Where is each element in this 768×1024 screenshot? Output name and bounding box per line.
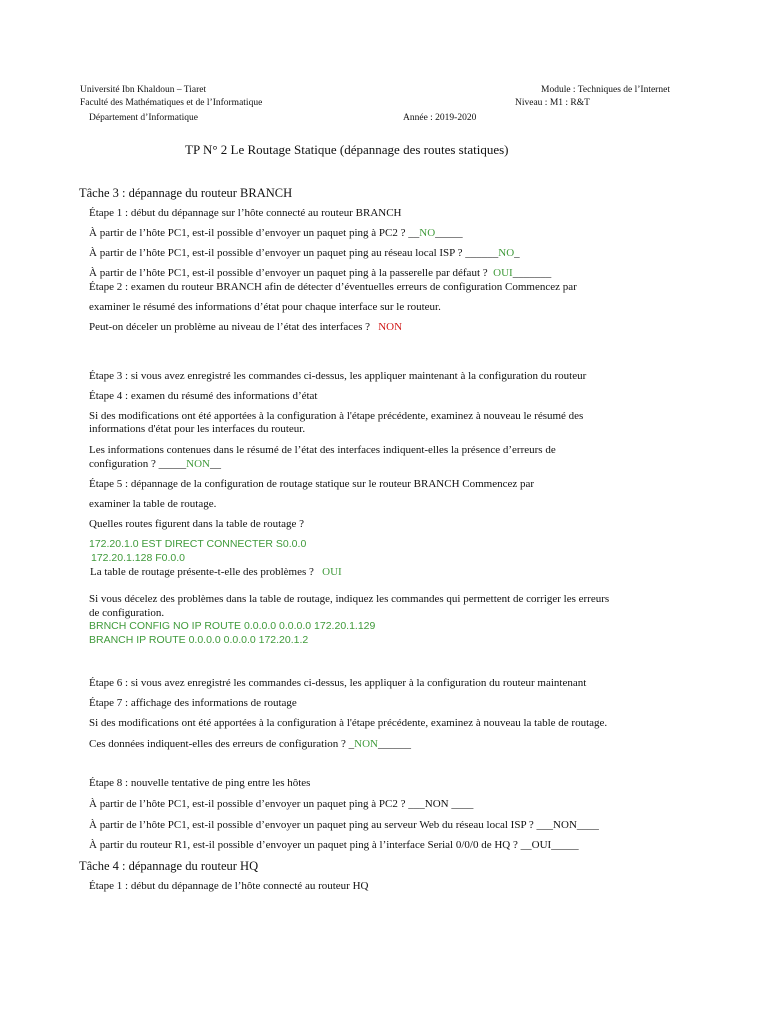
faculty-name: Faculté des Mathématiques et de l’Informatique (80, 98, 263, 108)
question-retry-hq-serial: À partir du routeur R1, est-il possible d’envoyer un paquet ping à l’interface Serial 0/0/0 de HQ ? __OUI_____ (89, 839, 579, 851)
answer-blank: ______ (377, 738, 411, 750)
question-retry-isp-web: À partir de l’hôte PC1, est-il possible d’envoyer un paquet ping au serveur Web du réseau local ISP ? ___NON____ (89, 819, 599, 831)
page-title: TP N° 2 Le Routage Statique (dépannage des routes statiques) (185, 142, 509, 157)
question-retry-pc2: À partir de l’hôte PC1, est-il possible d’envoyer un paquet ping à PC2 ? ___NON ____ (89, 798, 474, 810)
answer-value: NON (378, 321, 403, 333)
answer-value: OUI (493, 267, 513, 279)
task3-heading: Tâche 3 : dépannage du routeur BRANCH (79, 186, 293, 200)
answer-value: NON (186, 458, 210, 470)
paragraph-fix-commands: Si vous décelez des problèmes dans la table de routage, indiquez les commandes qui permettent de corriger les erreurs (89, 593, 610, 605)
answer-blank: _ (514, 247, 520, 259)
question-data-errors (89, 739, 411, 750)
question-text: À partir de l’hôte PC1, est-il possible d’envoyer un paquet ping à PC2 ? __ (89, 227, 420, 239)
question-text: Peut-on déceler un problème au niveau de l’état des interfaces ? (89, 321, 370, 333)
question-ping-gateway (89, 268, 551, 279)
answer-value: NON (354, 738, 378, 750)
year-label: Année : 2019-2020 (403, 113, 477, 123)
paragraph-modifications-cont: informations d'état pour les interfaces du routeur. (89, 423, 306, 435)
question-interface-status (89, 322, 402, 333)
question-text: La table de routage présente-t-elle des problèmes ? (90, 566, 314, 578)
task3-step3: Étape 3 : si vous avez enregistré les commandes ci-dessus, les appliquer maintenant à la configuration du routeur (89, 370, 587, 382)
answer-blank: __ (210, 458, 221, 470)
paragraph-interface-summary: Les informations contenues dans le résumé de l’état des interfaces indiquent-elles la présence d’erreurs de (89, 444, 556, 456)
task3-step7: Étape 7 : affichage des informations de routage (89, 697, 297, 709)
task3-step1: Étape 1 : début du dépannage sur l’hôte connecté au routeur BRANCH (89, 207, 402, 219)
university-name: Université Ibn Khaldoun – Tiaret (80, 85, 207, 95)
module-name: Module : Techniques de l’Internet (541, 85, 670, 95)
question-text: Ces données indiquent-elles des erreurs de configuration ? _ (89, 738, 355, 750)
paragraph-fix-commands-cont: de configuration. (89, 607, 165, 619)
answer-value: NO (498, 247, 515, 259)
level-label: Niveau : M1 : R&T (515, 98, 590, 108)
route-entry-2: 172.20.1.128 F0.0.0 (91, 552, 185, 564)
answer-value: OUI (322, 566, 342, 578)
command-line-2: BRANCH IP ROUTE 0.0.0.0 0.0.0.0 172.20.1.2 (89, 634, 309, 646)
department-name: Département d’Informatique (89, 113, 198, 123)
task4-step1: Étape 1 : début du dépannage de l’hôte connecté au routeur HQ (89, 880, 369, 892)
task4-heading: Tâche 4 : dépannage du routeur HQ (79, 859, 259, 873)
answer-blank: _______ (512, 267, 552, 279)
answer-value: NO (419, 227, 436, 239)
task3-step2: Étape 2 : examen du routeur BRANCH afin de détecter d’éventuelles erreurs de configuration Commencez par (89, 281, 577, 293)
paragraph-modifications: Si des modifications ont été apportées à la configuration à l'étape précédente, examinez à nouveau le résumé des (89, 410, 584, 422)
task3-step5-cont: examiner la table de routage. (89, 498, 217, 510)
question-config-errors (89, 459, 221, 470)
question-table-problems (90, 567, 342, 578)
task3-step4: Étape 4 : examen du résumé des informations d’état (89, 390, 318, 402)
question-ping-isp-lan (89, 248, 520, 259)
command-line-1: BRNCH CONFIG NO IP ROUTE 0.0.0.0 0.0.0.0 172.20.1.129 (89, 620, 376, 632)
task3-step6: Étape 6 : si vous avez enregistré les commandes ci-dessus, les appliquer à la configuration du routeur maintenant (89, 677, 587, 689)
task3-step2-cont: examiner le résumé des informations d’état pour chaque interface sur le routeur. (89, 301, 441, 313)
question-ping-pc2 (89, 228, 463, 239)
route-entry-1: 172.20.1.0 EST DIRECT CONNECTER S0.0.0 (89, 538, 307, 550)
question-routes: Quelles routes figurent dans la table de routage ? (89, 518, 305, 530)
question-text: À partir de l’hôte PC1, est-il possible d’envoyer un paquet ping au réseau local ISP ? ______ (89, 247, 499, 259)
answer-blank: _____ (435, 227, 463, 239)
question-text: À partir de l’hôte PC1, est-il possible d’envoyer un paquet ping à la passerelle par défaut ? (89, 267, 488, 279)
question-text: configuration ? _____ (89, 458, 187, 470)
task3-step5: Étape 5 : dépannage de la configuration de routage statique sur le routeur BRANCH Commencez par (89, 478, 535, 490)
task3-step8: Étape 8 : nouvelle tentative de ping entre les hôtes (89, 777, 311, 789)
paragraph-routing-table: Si des modifications ont été apportées à la configuration à l'étape précédente, examinez à nouveau la table de routage. (89, 717, 608, 729)
